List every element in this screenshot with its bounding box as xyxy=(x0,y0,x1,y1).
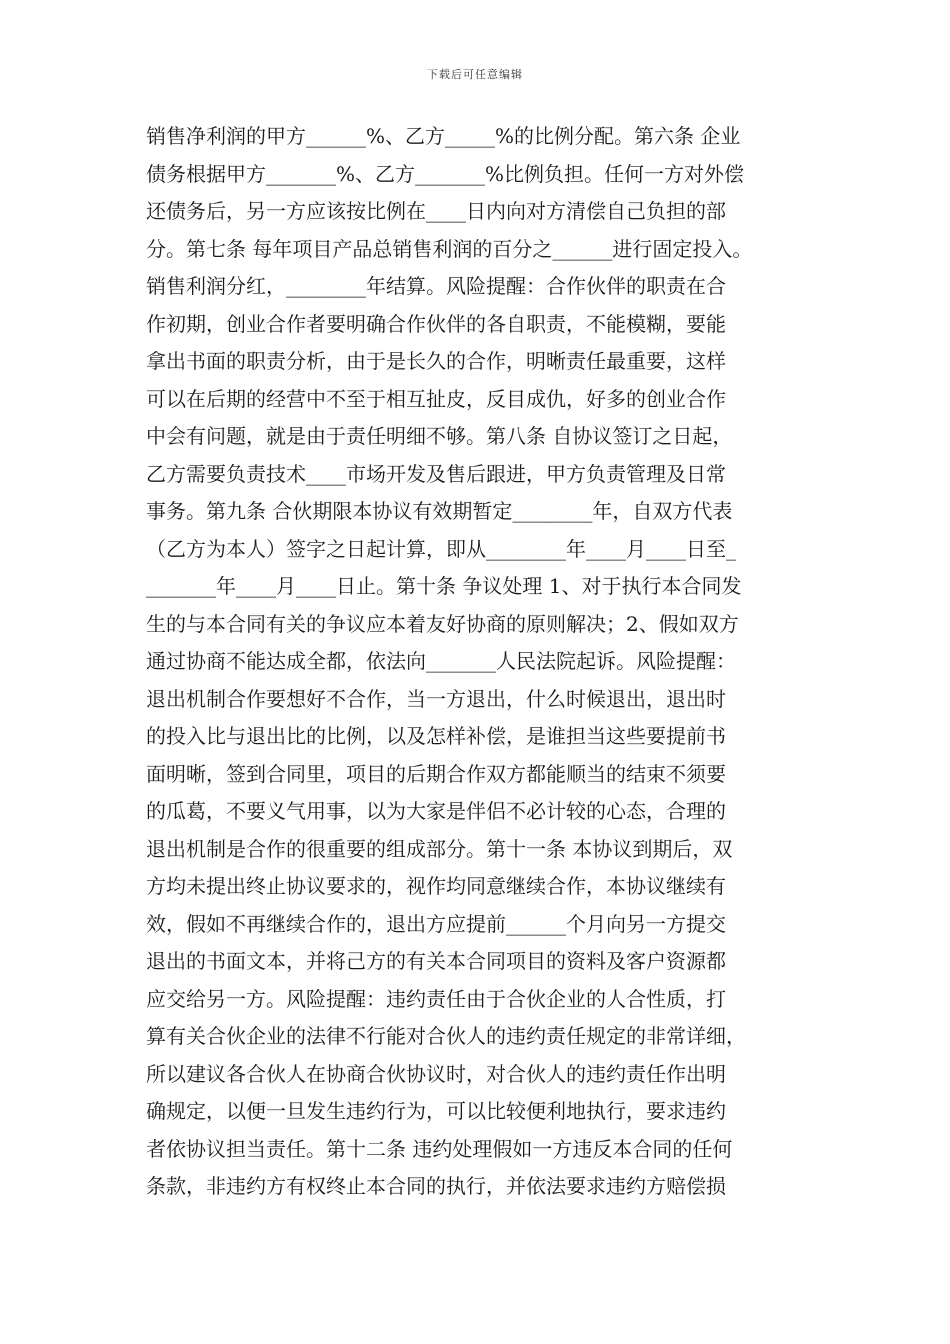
text-line: 生的与本合同有关的争议应本着友好协商的原则解决；2、假如双方 xyxy=(146,611,739,636)
text-line: 退出机制是合作的很重要的组成部分。第十一条 本协议到期后，双 xyxy=(146,836,733,861)
text-line: 所以建议各合伙人在协商合伙协议时，对合伙人的违约责任作出明 xyxy=(146,1061,726,1086)
text-line: 面明晰，签到合同里，项目的后期合作双方都能顺当的结束不须要 xyxy=(146,761,726,786)
text-line: 方均未提出终止协议要求的，视作均同意继续合作，本协议继续有 xyxy=(146,874,726,898)
text-line: 销售利润分红，________年结算。风险提醒：合作伙伴的职责在合 xyxy=(146,274,726,298)
text-line: 退出机制合作要想好不合作，当一方退出，什么时候退出，退出时 xyxy=(146,686,726,711)
text-line: 销售净利润的甲方______%、乙方_____%的比例分配。第六条 企业 xyxy=(146,124,741,148)
text-line: 应交给另一方。风险提醒：违约责任由于合伙企业的人合性质，打 xyxy=(146,986,726,1011)
text-line: 的瓜葛，不要义气用事，以为大家是伴侣不必计较的心态，合理的 xyxy=(146,799,726,823)
text-line: 退出的书面文本，并将己方的有关本合同项目的资料及客户资源都 xyxy=(146,949,726,973)
text-line: 可以在后期的经营中不至于相互扯皮，反目成仇，好多的创业合作 xyxy=(146,386,726,411)
text-line: 通过协商不能达成全都，依法向_______人民法院起诉。风险提醒： xyxy=(146,649,736,673)
text-line: 事务。第九条 合伙期限本协议有效期暂定________年，自双方代表 xyxy=(146,499,733,523)
text-line: 者依协议担当责任。第十二条 违约处理假如一方违反本合同的任何 xyxy=(146,1136,733,1161)
text-line: 分。第七条 每年项目产品总销售利润的百分之______进行固定投入。 xyxy=(146,236,753,261)
text-line: _______年____月____日止。第十条 争议处理 1、对于执行本合同发 xyxy=(146,574,742,598)
text-line: 中会有问题，就是由于责任明细不够。第八条 自协议签订之日起， xyxy=(146,424,733,448)
text-line: 拿出书面的职责分析，由于是长久的合作，明晰责任最重要，这样 xyxy=(146,349,726,373)
text-line: 条款，非违约方有权终止本合同的执行，并依法要求违约方赔偿损 xyxy=(146,1174,726,1198)
text-line: 乙方需要负责技术____市场开发及售后跟进，甲方负责管理及日常 xyxy=(146,461,726,486)
text-line: 作初期，创业合作者要明确合作伙伴的各自职责，不能模糊，要能 xyxy=(146,311,726,336)
text-line: 效，假如不再继续合作的，退出方应提前______个月向另一方提交 xyxy=(146,911,726,936)
page-header: 下载后可任意编辑 xyxy=(427,68,523,81)
text-line: 还债务后，另一方应该按比例在____日内向对方清偿自己负担的部 xyxy=(146,199,726,223)
document-body xyxy=(146,118,808,1206)
text-line: 算有关合伙企业的法律不行能对合伙人的违约责任规定的非常详细， xyxy=(146,1024,746,1048)
text-line: 债务根据甲方_______%、乙方_______%比例负担。任何一方对外偿 xyxy=(146,161,745,186)
text-line: 的投入比与退出比的比例，以及怎样补偿，是谁担当这些要提前书 xyxy=(146,724,726,748)
text-line: 确规定，以便一旦发生违约行为，可以比较便利地执行，要求违约 xyxy=(146,1099,726,1123)
text-line: （乙方为本人）签字之日起计算，即从________年____月____日至_ xyxy=(146,536,736,561)
